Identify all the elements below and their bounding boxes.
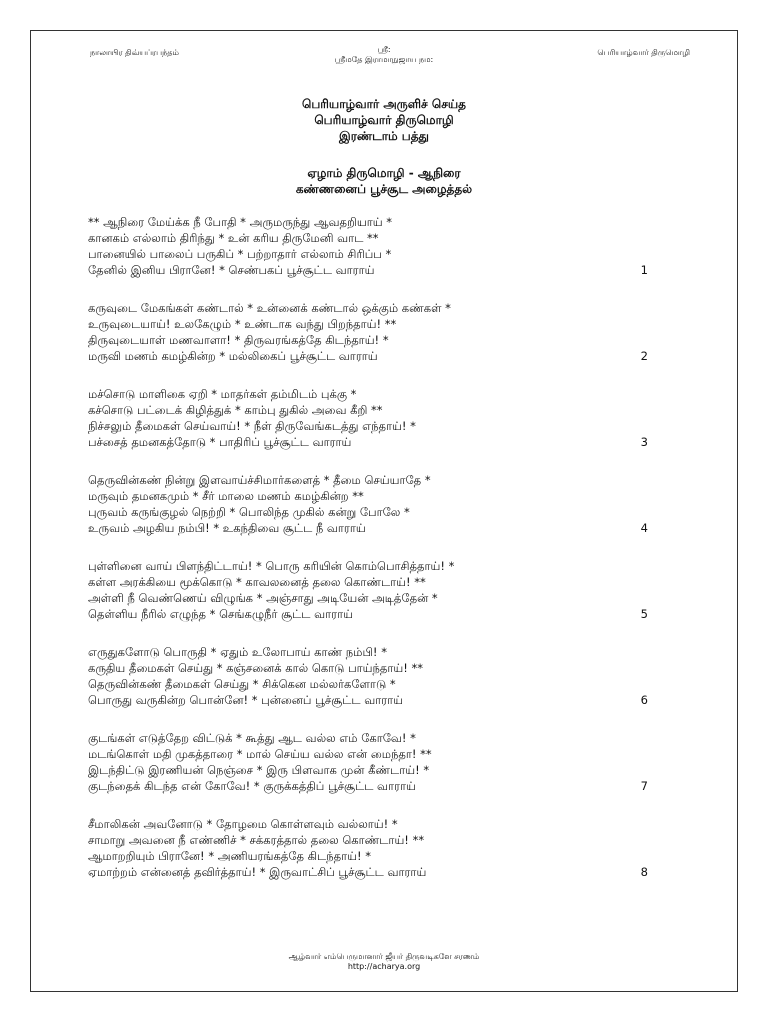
title-line1: பெரியாழ்வார் அருளிச் செய்த bbox=[302, 97, 466, 111]
verse-line: கருவுடை மேகங்கள் கண்டால் * உன்னைக் கண்டால் ஒக்கும் கண்கள் * bbox=[88, 301, 451, 315]
verse-line: உருவுடையாய்! உலகேழும் * உண்டாக வந்து பிறந்தாய்! ** bbox=[88, 317, 397, 331]
header-invocation-line1: ஸ்ரீ: bbox=[377, 45, 391, 54]
verse-number: 7 bbox=[640, 779, 648, 793]
verse-number: 3 bbox=[640, 435, 648, 449]
section-title bbox=[0, 165, 768, 197]
header-work-title: பெரியாழ்வார் திருமொழி bbox=[597, 48, 690, 57]
verse-line: கள்ள அரக்கியை மூக்கொடு * காவலனைத் தலை கொண்டாய்! ** bbox=[88, 575, 426, 589]
footer bbox=[0, 952, 768, 972]
verse-line: மச்சொடு மாளிகை ஏறி * மாதர்கள் தம்மிடம் புக்கு * bbox=[88, 387, 357, 401]
verse-line: திருவுடையாள் மணவாளா! * திருவரங்கத்தே கிடந்தாய்! * bbox=[88, 333, 389, 347]
verse-number: 1 bbox=[640, 263, 648, 277]
verse-list bbox=[88, 214, 648, 902]
verse-line: எருதுகளோடு பொருதி * ஏதும் உலோபாய் காண் நம்பி! * bbox=[88, 645, 387, 659]
verse-line: மருவும் தமனகமும் * சீர் மாலை மணம் கமழ்கின்ற ** bbox=[88, 489, 364, 503]
verse-line: சீமாலிகன் அவனோடு * தோழமை கொள்ளவும் வல்லாய்! * bbox=[88, 817, 398, 831]
verse-number: 4 bbox=[640, 521, 648, 535]
verse-line: ஆமாறறியும் பிரானே! * அணியரங்கத்தே கிடந்தாய்! * bbox=[88, 849, 371, 863]
verse-line: புள்ளினை வாய் பிளந்திட்டாய்! * பொரு கரியின் கொம்பொசித்தாய்! * bbox=[88, 559, 455, 573]
verse-line: பச்சைத் தமனகத்தோடு * பாதிரிப் பூச்சூட்ட வாராய் bbox=[88, 435, 352, 449]
verse-line: சாமாறு அவனை நீ எண்ணிச் * சக்கரத்தால் தலை கொண்டாய்! ** bbox=[88, 833, 425, 847]
verse-6 bbox=[88, 644, 648, 730]
verse-line: கானகம் எல்லாம் திரிந்து * உன் கரிய திருமேனி வாட ** bbox=[88, 231, 379, 245]
verse-line: கருதிய தீமைகள் செய்து * கஞ்சனைக் கால் கொடு பாய்ந்தாய்! ** bbox=[88, 661, 424, 675]
verse-line: ஏமாற்றம் என்னைத் தவிர்த்தாய்! * இருவாட்சிப் பூச்சூட்ட வாராய் bbox=[88, 865, 427, 879]
document-title bbox=[0, 96, 768, 144]
verse-4 bbox=[88, 472, 648, 558]
verse-line: புருவம் கருங்குழல் நெற்றி * பொலிந்த முகில் கன்று போலே * bbox=[88, 505, 410, 519]
verse-line: தெருவின்கண் தீமைகள் செய்து * சிக்கென மல்லர்களோடு * bbox=[88, 677, 396, 691]
title-line2: பெரியாழ்வார் திருமொழி bbox=[314, 113, 454, 127]
title-line3: இரண்டாம் பத்து bbox=[339, 129, 429, 143]
verse-number: 2 bbox=[640, 349, 648, 363]
verse-number: 5 bbox=[640, 607, 648, 621]
verse-line: நிச்சலும் தீமைகள் செய்வாய்! * நீள் திருவேங்கடத்து எந்தாய்! * bbox=[88, 419, 416, 433]
verse-8 bbox=[88, 816, 648, 902]
verse-line: அள்ளி நீ வெண்ணெய் விழுங்க * அஞ்சாது அடியேன் அடித்தேன் * bbox=[88, 591, 438, 605]
verse-line: குடங்கள் எடுத்தேற விட்டுக் * கூத்து ஆட வல்ல எம் கோவே! * bbox=[88, 731, 416, 745]
verse-line: மடங்கொள் மதி முகத்தாரை * மால் செய்ய வல்ல என் மைந்தா! ** bbox=[88, 747, 432, 761]
subtitle-line1: ஏழாம் திருமொழி - ஆநிரை bbox=[307, 166, 461, 180]
verse-line: தெள்ளிய நீரில் எழுந்த * செங்கழுநீர் சூட்ட வாராய் bbox=[88, 607, 353, 621]
footer-url: http://acharya.org bbox=[347, 962, 421, 971]
verse-5 bbox=[88, 558, 648, 644]
verse-line: பொருது வருகின்ற பொன்னே! * புன்னைப் பூச்சூட்ட வாராய் bbox=[88, 693, 404, 707]
header-invocation-line2: ஸ்ரீமதே இராமாநுஜாய நம: bbox=[334, 55, 434, 64]
verse-line: தேனில் இனிய பிரானே! * செண்பகப் பூச்சூட்ட வாராய் bbox=[88, 263, 375, 277]
verse-3 bbox=[88, 386, 648, 472]
verse-1 bbox=[88, 214, 648, 300]
verse-line: குடந்தைக் கிடந்த என் கோவே! * குருக்கத்திப் பூச்சூட்ட வாராய் bbox=[88, 779, 416, 793]
verse-number: 6 bbox=[640, 693, 648, 707]
verse-line: ** ஆநிரை மேய்க்க நீ போதி * அருமருந்து ஆவதறியாய் * bbox=[88, 215, 393, 229]
verse-line: கச்சொடு பட்டைக் கிழித்துக் * காம்பு துகில் அவை கீறி ** bbox=[88, 403, 383, 417]
verse-line: உருவம் அழகிய நம்பி! * உகந்திவை சூட்ட நீ வாராய் bbox=[88, 521, 366, 535]
verse-line: தெருவின்கண் நின்று இளவாய்ச்சிமார்களைத் * தீமை செய்யாதே * bbox=[88, 473, 431, 487]
verse-7 bbox=[88, 730, 648, 816]
subtitle-line2: கண்ணனைப் பூச்சூட அழைத்தல் bbox=[295, 182, 473, 196]
verse-line: பானையில் பாலைப் பருகிப் * பற்றாதார் எல்லாம் சிரிப்ப * bbox=[88, 247, 392, 261]
verse-line: இடந்திட்டு இரணியன் நெஞ்சை * இரு பிளவாக முன் கீண்டாய்! * bbox=[88, 763, 430, 777]
header-collection-title: நாலாயிர திவ்யப்ரபந்தம் bbox=[90, 48, 179, 57]
verse-2 bbox=[88, 300, 648, 386]
footer-blessing: ஆழ்வார் எம்பெருமானார் ஜீயர் திருவடிகளே சரணம் bbox=[288, 952, 480, 961]
verse-line: மருவி மணம் கமழ்கின்ற * மல்லிகைப் பூச்சூட்ட வாராய் bbox=[88, 349, 378, 363]
verse-number: 8 bbox=[640, 865, 648, 879]
